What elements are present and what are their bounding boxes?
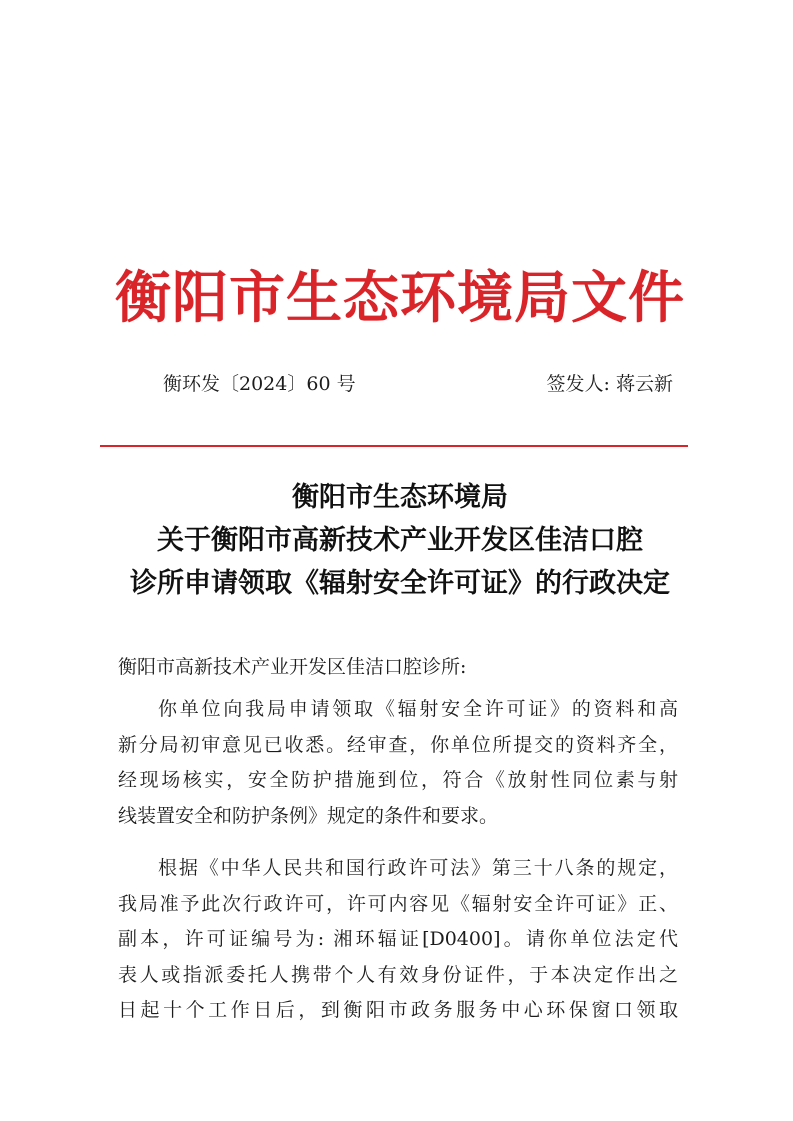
- paragraph-line: 新分局初审意见已收悉。经审查，你单位所提交的资料齐全，: [118, 733, 678, 756]
- body-paragraph-2: [118, 851, 678, 1029]
- paragraph-line: 经现场核实，安全防护措施到位，符合《放射性同位素与射: [118, 769, 678, 791]
- paragraph-line: 日起十个工作日后，到衡阳市政务服务中心环保窗口领取: [118, 999, 678, 1021]
- signer: 签发人: 蒋云新: [546, 373, 673, 395]
- paragraph-line: 你单位向我局申请领取《辐射安全许可证》的资料和高: [158, 698, 678, 720]
- paragraph-line: 表人或指派委托人携带个人有效身份证件，于本决定作出之: [118, 963, 678, 986]
- body-paragraph-1: [118, 692, 678, 834]
- red-divider-line: [100, 445, 688, 447]
- document-title-line: 诊所申请领取《辐射安全许可证》的行政决定: [130, 568, 670, 599]
- document-number: 衡环发〔2024〕60 号: [163, 373, 356, 395]
- paragraph-line: 线装置安全和防护条例》规定的条件和要求。: [118, 804, 499, 827]
- document-title-line: 衡阳市生态环境局: [292, 482, 508, 513]
- paragraph-line: 副本，许可证编号为: 湘环辐证[D0400]。请你单位法定代: [118, 928, 678, 950]
- issuer-header-title: 衡阳市生态环境局文件: [115, 265, 685, 331]
- paragraph-line: 根据《中华人民共和国行政许可法》第三十八条的规定，: [158, 857, 678, 879]
- document-title-line: 关于衡阳市高新技术产业开发区佳洁口腔: [157, 525, 643, 556]
- document-title: [80, 476, 720, 605]
- paragraph-line: 我局准予此次行政许可，许可内容见《辐射安全许可证》正、: [118, 892, 678, 915]
- recipient: 衡阳市高新技术产业开发区佳洁口腔诊所:: [118, 656, 467, 678]
